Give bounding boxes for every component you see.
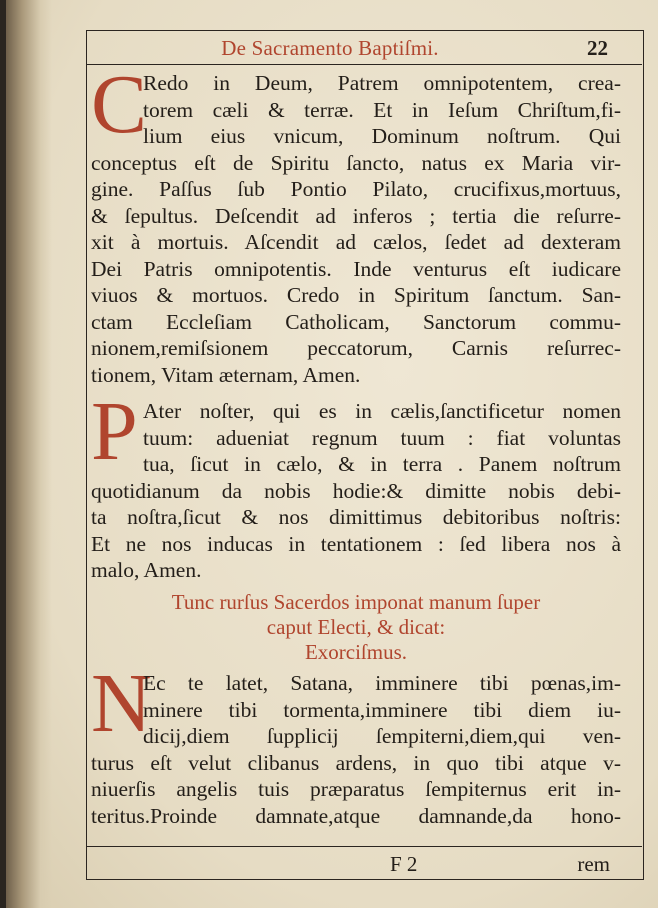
book-gutter (6, 0, 52, 908)
text-line: & ſepultus. Deſcendit ad inferos ; tertia die reſurre- (91, 203, 621, 228)
text-line: Redo in Deum, Patrem omnipotentem, crea- (143, 71, 621, 95)
pater-noster-paragraph (91, 385, 621, 584)
text-line: turus eſt velut clibanus ardens, in quo tibi atque v- (91, 750, 621, 775)
page-number: 22 (587, 36, 608, 60)
text-line: dicij,diem ſupplicij ſempiterni,diem,qui ven- (143, 724, 621, 748)
drop-cap-n: N (91, 657, 152, 750)
text-line: gine. Paſſus ſub Pontio Pilato, crucifixus,mortuus, (91, 177, 621, 201)
text-line: torem cæli & terræ. Et in Ieſum Chriſtum,fi- (143, 97, 621, 122)
rubric-instruction (91, 590, 621, 665)
exorcism-paragraph (91, 657, 621, 829)
text-line: lium eius vnicum, Dominum noſtrum. Qui (143, 124, 621, 148)
text-line: conceptus eſt de Spiritu ſancto, natus ex Maria vir- (91, 150, 621, 175)
rubric-heading: Exorciſmus. (304, 640, 408, 664)
drop-cap-c: C (91, 58, 148, 151)
text-line: Et ne nos inducas in tentationem : ſed libera nos à (91, 531, 621, 556)
text-line: minere tibi tormenta,imminere tibi diem iu- (143, 697, 621, 722)
text-line: teritus.Proinde damnate,atque damnande,da hono- (91, 803, 621, 828)
text-line: nionem,remiſsionem peccatorum, Carnis reſurrec- (91, 336, 621, 360)
text-line: tua, ſicut in cælo, & in terra . Panem noſtrum (143, 452, 621, 476)
text-line: ta noſtra,ſicut & nos dimittimus debitoribus noſtris: (91, 505, 621, 529)
catchword: rem (577, 852, 610, 876)
text-line: Ater noſter, qui es in cælis,ſanctificetur nomen (143, 399, 621, 423)
credo-paragraph (91, 58, 621, 388)
running-head: De Sacramento Baptiſmi. (221, 36, 439, 60)
text-line: Ec te latet, Satana, imminere tibi pœnas,im- (143, 671, 621, 695)
text-line: malo, Amen. (91, 558, 202, 582)
drop-cap-p: P (91, 385, 138, 478)
rubric-line: Tunc rurſus Sacerdos imponat manum ſuper (171, 590, 541, 614)
text-line: ctam Eccleſiam Catholicam, Sanctorum commu- (91, 309, 621, 334)
text-line: viuos & mortuos. Credo in Spiritum ſanctum. San- (91, 283, 621, 307)
rubric-line: caput Electi, & dicat: (266, 615, 446, 639)
text-line: tuum: adueniat regnum tuum : fiat voluntas (143, 425, 621, 450)
footer-rule (86, 846, 642, 847)
text-line: tionem, Vitam æternam, Amen. (91, 362, 361, 387)
signature-mark: F 2 (390, 852, 418, 876)
text-line: niuerſis angelis tuis præparatus ſempiternus erit in- (91, 777, 621, 801)
text-line: quotidianum da nobis hodie:& dimitte nobis debi- (91, 478, 621, 503)
text-line: xit à mortuis. Aſcendit ad cælos, ſedet ad dexteram (91, 230, 621, 254)
header-rule (86, 64, 642, 65)
text-line: Dei Patris omnipotentis. Inde venturus eſt iudicare (91, 256, 621, 281)
